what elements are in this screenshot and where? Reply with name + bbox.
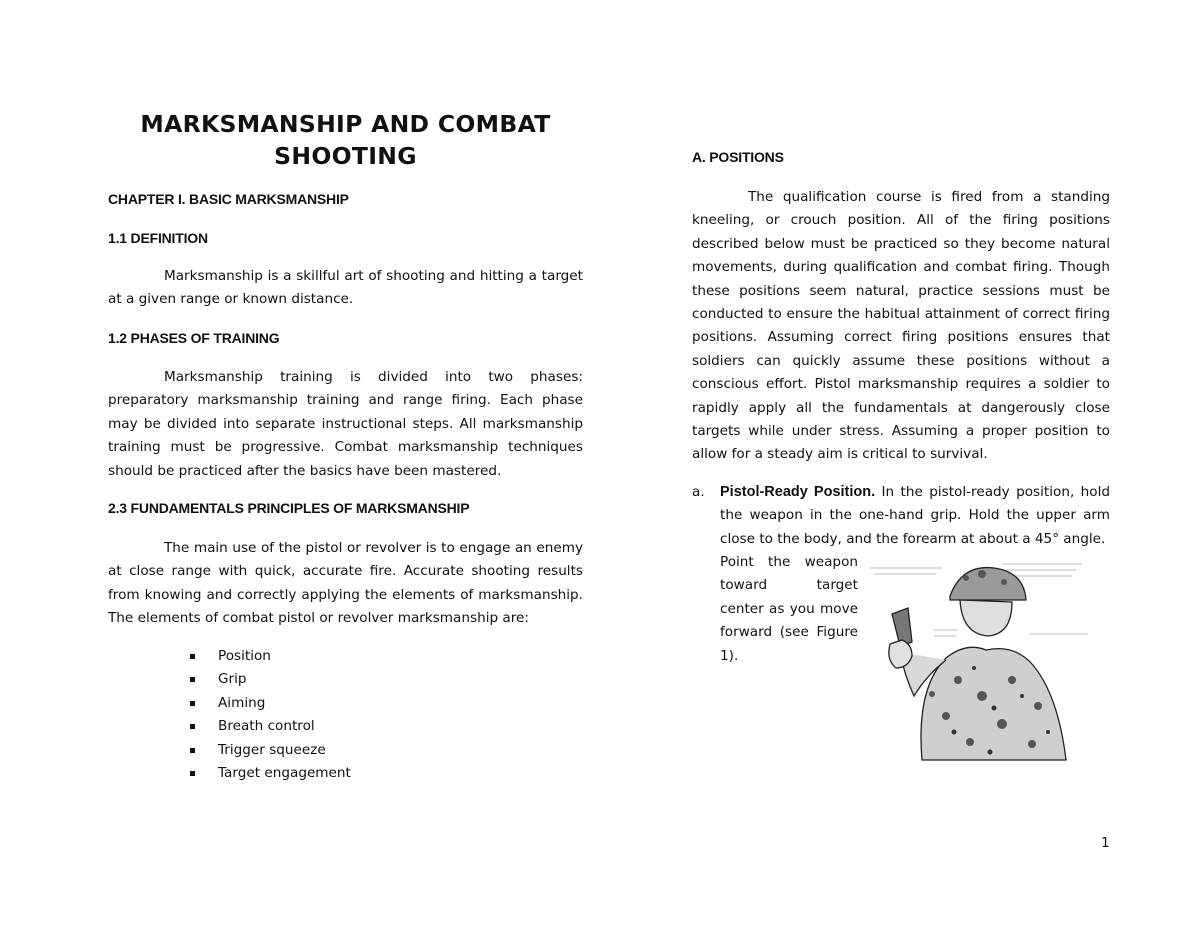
- positions-paragraph: The qualification course is fired from a standing kneeling, or crouch position. All of the firing positions described below must be practiced so they become natural movements, during qualification and combat firing. Though these positions seem natural, practice sessions must be conducted to ensure the habitual attainment of correct firing positions. Assuming correct firing positions ensures that soldiers can quickly assume these positions without a conscious effort. Pistol marksmanship requires a soldier to rapidly apply all the fundamentals at dangerously close targets while under stress. Assuming a proper position to allow for a steady aim is critical to survival.: [692, 189, 1110, 463]
- definition-paragraph: Marksmanship is a skillful art of shooting and hitting a target at a given range or known distance.: [108, 268, 583, 308]
- list-item: Breath control: [185, 715, 351, 738]
- section-heading-fundamentals: 2.3 FUNDAMENTALS PRINCIPLES OF MARKSMANSHIP: [108, 500, 470, 516]
- pistol-ready-continued: Point the weapon toward target center as you move forward (see Figure 1).: [720, 554, 858, 664]
- list-item: Grip: [185, 668, 351, 691]
- bullet-icon: [190, 677, 195, 682]
- pistol-ready-text: [720, 481, 1110, 551]
- bullet-icon: [190, 654, 195, 659]
- pistol-ready-description: In the pistol-ready position, hold the weapon in the one-hand grip. Hold the upper arm close to the body, and the forearm at about a 45° angle.: [720, 484, 1110, 547]
- bullet-icon: [190, 771, 195, 776]
- section-heading-definition: 1.1 DEFINITION: [108, 230, 208, 246]
- section-heading-phases: 1.2 PHASES OF TRAINING: [108, 330, 280, 346]
- list-item: Aiming: [185, 692, 351, 715]
- document-title: MARKSMANSHIP AND COMBAT SHOOTING: [140, 110, 551, 170]
- page-number: 1: [1101, 835, 1110, 851]
- list-item: Trigger squeeze: [185, 739, 351, 762]
- bullet-icon: [190, 701, 195, 706]
- bullet-icon: [190, 724, 195, 729]
- chapter-heading: CHAPTER I. BASIC MARKSMANSHIP: [108, 191, 349, 207]
- section-heading-positions: A. POSITIONS: [692, 149, 784, 165]
- phases-paragraph: Marksmanship training is divided into two phases: preparatory marksmanship training and range firing. Each phase may be divided into separate instructional steps. All marksmanship training must be progressive. Combat marksmanship techniques should be practiced after the basics have been mastered.: [108, 369, 583, 479]
- soldier-pistol-figure: [862, 556, 1094, 762]
- bullet-icon: [190, 748, 195, 753]
- list-item: Target engagement: [185, 762, 351, 785]
- list-item: Position: [185, 645, 351, 668]
- pistol-ready-title: Pistol-Ready Position.: [720, 484, 876, 500]
- elements-list: [185, 645, 351, 785]
- item-letter: a.: [692, 484, 705, 500]
- fundamentals-paragraph: The main use of the pistol or revolver is to engage an enemy at close range with quick, accurate fire. Accurate shooting results from knowing and correctly applying the elements of marksmanship. The elements of combat pistol or revolver marksmanship are:: [108, 540, 583, 627]
